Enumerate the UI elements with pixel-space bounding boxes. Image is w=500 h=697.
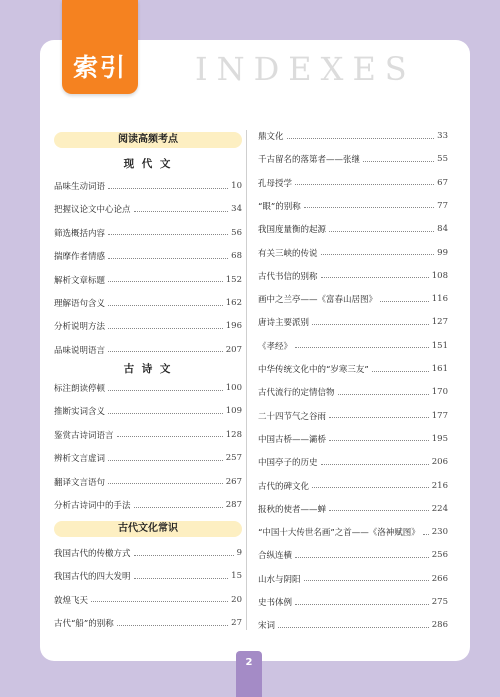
entry-title: 辨析文言虚词 [54,454,106,465]
dot-leader [312,324,429,325]
page-number: 2 [245,657,253,668]
dot-leader [329,417,429,418]
entry-page-number: 196 [225,321,242,332]
entry-title: “中国十大传世名画”之首——《洛神赋图》 [258,528,420,539]
index-entry[interactable] [54,296,242,310]
entry-page-number: 67 [437,177,448,188]
index-entry[interactable] [258,479,448,493]
subhead-modern-prose: 现 代 文 [123,158,173,170]
index-entry[interactable] [54,381,242,395]
dot-leader [295,347,429,348]
index-entry[interactable] [258,572,448,586]
index-entry[interactable] [54,616,242,630]
entry-title: 孔母授学 [258,178,293,189]
entry-page-number: 177 [431,410,448,421]
entry-title: 品味说明语言 [54,345,106,356]
entry-title: 合纵连横 [258,551,293,562]
index-entry[interactable] [258,362,448,376]
dot-leader [117,625,228,626]
index-entry[interactable] [54,226,242,240]
index-entry[interactable] [258,129,448,143]
watermark-indexes: INDEXES [195,50,416,88]
entry-page-number: 151 [431,340,448,351]
entry-page-number: 128 [225,429,242,440]
column-divider [246,130,247,630]
index-entry[interactable] [258,525,448,539]
entry-page-number: 68 [231,251,242,262]
index-entry[interactable] [258,315,448,329]
entry-page-number: 84 [437,224,448,235]
dot-leader [287,138,435,139]
entry-title: 鉴赏古诗词语言 [54,430,114,441]
entry-page-number: 170 [431,387,448,398]
entry-title: 标注朗读停顿 [54,384,106,394]
index-entry[interactable] [54,202,242,216]
dot-leader [295,184,434,185]
entry-title: 中国古桥——灞桥 [258,434,327,445]
entry-title: 二十四节气之谷雨 [258,411,327,422]
entry-title: 我国度量衡的起源 [258,225,327,236]
tab-label: 索引 [72,53,127,82]
entry-page-number: 224 [431,503,448,514]
index-entry[interactable] [258,176,448,190]
entry-title: 理解语句含义 [54,299,106,309]
index-entry[interactable] [258,222,448,236]
dot-leader [329,231,434,232]
entry-title: 筛选概括内容 [54,228,106,239]
entry-page-number: 34 [231,204,242,215]
entry-page-number: 15 [231,571,242,582]
index-entry[interactable] [258,502,448,516]
dot-leader [134,507,223,508]
entry-page-number: 55 [437,154,448,165]
index-entry[interactable] [54,404,242,418]
entry-title: 山水与阴阳 [258,574,301,585]
entry-title: 揣摩作者情感 [54,252,106,263]
dot-leader [91,601,228,602]
entry-title: “眼”的别称 [258,201,301,212]
entry-title: 中国亭子的历史 [258,458,318,469]
index-entry[interactable] [258,432,448,446]
entry-title: 我国古代的传檄方式 [54,549,131,559]
index-entry[interactable] [54,319,242,333]
index-entry[interactable] [54,179,242,193]
dot-leader [108,413,223,414]
index-tab [62,0,138,94]
entry-page-number: 99 [437,247,448,258]
dot-leader [423,534,429,535]
dot-leader [304,207,434,208]
dot-leader [329,440,429,441]
index-entry[interactable] [258,548,448,562]
entry-title: 千古留名的落第者——张继 [258,155,361,166]
index-entry[interactable] [54,498,242,512]
dot-leader [108,483,223,484]
index-entry[interactable] [258,455,448,469]
index-entry[interactable] [54,343,242,357]
entry-page-number: 287 [225,500,242,510]
dot-leader [108,281,223,282]
dot-leader [108,390,223,391]
index-entry[interactable] [258,618,448,632]
entry-page-number: 27 [231,618,242,629]
index-entry[interactable] [54,273,242,287]
entry-title: 古代流行的定情信物 [258,388,335,399]
dot-leader [108,305,223,306]
dot-leader [380,301,429,302]
entry-page-number: 207 [225,344,242,355]
dot-leader [372,371,429,372]
entry-page-number: 286 [431,620,448,631]
entry-page-number: 162 [225,298,242,308]
entry-title: 古代书信的别称 [258,271,318,282]
index-entry[interactable] [258,409,448,423]
entry-title: 品味生动词语 [54,182,106,192]
entry-title: 有关三峡的传说 [258,248,318,259]
index-entry[interactable] [258,292,448,306]
entry-page-number: 127 [431,317,448,328]
dot-leader [295,604,429,605]
dot-leader [321,277,429,278]
entry-page-number: 10 [231,181,242,191]
dot-leader [321,254,435,255]
entry-title: 翻译文言语句 [54,477,106,488]
dot-leader [363,161,434,162]
entry-title: 敦煌飞天 [54,595,89,606]
entry-title: 我国古代的四大发明 [54,572,131,583]
entry-title: 史书体例 [258,598,293,608]
index-entry[interactable] [54,451,242,465]
index-entry[interactable] [258,385,448,399]
entry-title: 唐诗主要派别 [258,318,310,329]
index-entry[interactable] [54,546,242,560]
entry-page-number: 266 [431,573,448,584]
dot-leader [108,258,228,259]
index-entry[interactable] [258,152,448,166]
index-entry[interactable] [54,475,242,489]
dot-leader [312,487,429,488]
entry-title: 分析古诗词中的手法 [54,501,131,511]
index-entry[interactable] [258,199,448,213]
index-entry[interactable] [258,246,448,260]
dot-leader [338,394,429,395]
entry-title: 古代的碑文化 [258,481,310,492]
dot-leader [134,555,234,556]
entry-page-number: 206 [431,457,448,468]
entry-page-number: 20 [231,594,242,605]
entry-page-number: 77 [437,200,448,211]
entry-title: 推断实词含义 [54,407,106,418]
entry-title: 解析文章标题 [54,275,106,286]
section-ancient-culture: 古代文化常识 [54,521,242,537]
dot-leader [117,436,223,437]
dot-leader [108,234,228,235]
entry-page-number: 230 [431,527,448,538]
entry-page-number: 257 [225,453,242,464]
entry-title: 鼎文化 [258,132,284,142]
dot-leader [295,557,429,558]
entry-page-number: 275 [431,597,448,607]
dot-leader [108,188,228,189]
dot-leader [134,211,229,212]
page-number-tab [236,651,262,697]
entry-page-number: 108 [431,270,448,281]
dot-leader [134,578,229,579]
dot-leader [108,328,223,329]
index-entry[interactable] [258,595,448,609]
index-entry[interactable] [54,569,242,583]
entry-page-number: 267 [225,476,242,487]
entry-page-number: 9 [236,548,242,558]
entry-page-number: 33 [437,131,448,141]
index-entry[interactable] [54,428,242,442]
entry-title: 分析说明方法 [54,322,106,333]
entry-page-number: 256 [431,550,448,561]
index-entry[interactable] [258,339,448,353]
entry-title: 宋词 [258,621,276,632]
entry-page-number: 152 [225,274,242,285]
index-entry[interactable] [54,249,242,263]
dot-leader [108,460,223,461]
entry-page-number: 216 [431,480,448,491]
entry-page-number: 161 [431,364,448,374]
dot-leader [108,351,223,352]
entry-title: 报秋的使者——蝉 [258,504,327,515]
entry-title: 古代“船”的别称 [54,619,114,630]
entry-page-number: 56 [231,227,242,238]
dot-leader [278,627,429,628]
index-entry[interactable] [54,593,242,607]
dot-leader [321,464,429,465]
subhead-classical: 古 诗 文 [123,363,173,375]
section-reading-points: 阅读高频考点 [54,132,242,148]
entry-title: 把握议论文中心论点 [54,205,131,216]
entry-page-number: 109 [225,406,242,417]
index-entry[interactable] [258,269,448,283]
entry-title: 《孝经》 [258,341,293,352]
dot-leader [304,580,429,581]
entry-title: 中华传统文化中的“岁寒三友” [258,365,369,375]
dot-leader [329,510,429,511]
entry-title: 画中之兰亭——《富春山居图》 [258,295,378,306]
entry-page-number: 100 [225,383,242,393]
entry-page-number: 116 [431,294,448,305]
entry-page-number: 195 [431,433,448,444]
